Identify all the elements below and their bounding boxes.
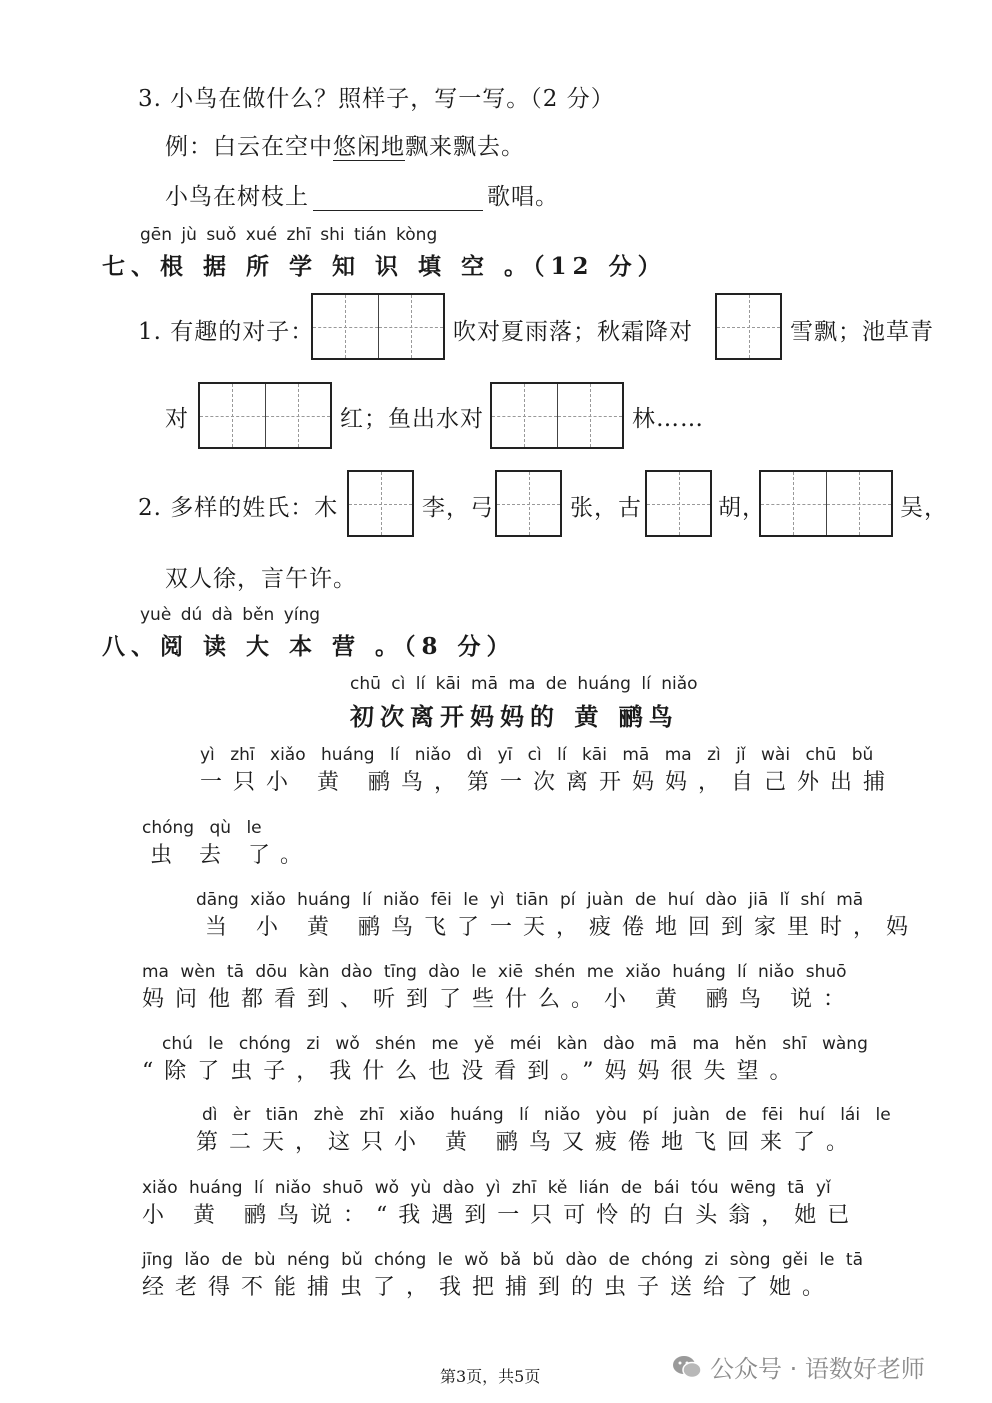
story-line-7-pinyin: xiǎo huáng lí niǎo shuō wǒ yù dào yì zhī kě lián de bái tóu wēng tā yǐ	[142, 1178, 831, 1198]
watermark-text: 公众号 · 语数好老师	[710, 1355, 925, 1383]
story-line-1: 一只小 黄 鹂鸟，第一次离开妈妈，自己外出捕	[200, 770, 896, 795]
example-prefix: 例：白云在空中	[165, 134, 333, 160]
answer-box-q1-1[interactable]	[311, 293, 445, 360]
q1-text-d: 对	[165, 406, 189, 432]
q1-text-f: 林……	[632, 406, 704, 432]
story-line-8-pinyin: jīng lǎo de bù néng bǔ chóng le wǒ bǎ bǔ dào de chóng zi sòng gěi le tā	[142, 1250, 864, 1270]
answer-box-q1-3[interactable]	[198, 382, 332, 449]
q2-text-b: 李，弓	[422, 495, 494, 521]
story-line-3-pinyin: dāng xiǎo huáng lí niǎo fēi le yì tiān pí juàn de huí dào jiā lǐ shí mā	[196, 890, 864, 910]
story-line-2-pinyin: chóng qù le	[142, 818, 262, 838]
sec7-pinyin: gēn jù suǒ xué zhī shi tián kòng	[140, 225, 438, 245]
q1-text-e: 红；鱼出水对	[340, 406, 484, 432]
answer-box-q2-4[interactable]	[759, 470, 893, 537]
story-line-1-pinyin: yì zhī xiǎo huáng lí niǎo dì yī cì lí kāi mā ma zì jǐ wài chū bǔ	[200, 745, 874, 765]
story-line-5: “除了虫子，我什么也没看到。”妈妈很失望。	[142, 1059, 803, 1084]
wechat-icon	[672, 1354, 702, 1380]
story-line-8: 经老得不能捕虫了，我把捕到的虫子送给了她。	[142, 1275, 836, 1300]
q2-text-c: 张，古	[570, 495, 642, 521]
story-line-6-pinyin: dì èr tiān zhè zhī xiǎo huáng lí niǎo yòu pí juàn de fēi huí lái le	[202, 1105, 891, 1125]
watermark	[672, 1349, 925, 1384]
q2-text-e: 吴，	[900, 495, 948, 521]
story-line-4: 妈问他都看到、听到了些什么。小 黄 鹂鸟 说：	[142, 987, 856, 1012]
q3-example	[165, 128, 525, 161]
q1-label: 1. 有趣的对子：	[138, 319, 315, 345]
q2-label: 2. 多样的姓氏：木	[138, 495, 339, 521]
q3-title: 3. 小鸟在做什么？照样子，写一写。（2 分）	[138, 86, 615, 112]
answer-box-q1-4[interactable]	[490, 382, 624, 449]
sec8-pinyin: yuè dú dà běn yíng	[140, 605, 321, 625]
q3-fill	[165, 178, 559, 211]
sec8-title: 八、阅 读 大 本 营 。（8 分）	[102, 633, 516, 660]
story-title-pinyin: chū cì lí kāi mā ma de huáng lí niǎo	[350, 674, 698, 694]
example-underlined: 悠闲地	[333, 134, 405, 160]
story-line-5-pinyin: chú le chóng zi wǒ shén me yě méi kàn dào mā ma hěn shī wàng	[162, 1034, 868, 1054]
q1-text-b: 吹对夏雨落；秋霜降对	[453, 319, 693, 345]
fill-suffix: 歌唱。	[487, 184, 559, 210]
example-suffix: 飘来飘去。	[405, 134, 525, 160]
answer-box-q2-2[interactable]	[495, 470, 562, 537]
fill-blank[interactable]	[313, 188, 483, 211]
story-line-6: 第二天，这只小 黄 鹂鸟又疲倦地飞回来了。	[196, 1130, 859, 1155]
answer-box-q2-3[interactable]	[645, 470, 712, 537]
answer-box-q2-1[interactable]	[347, 470, 414, 537]
story-line-4-pinyin: ma wèn tā dōu kàn dào tīng dào le xiē shén me xiǎo huáng lí niǎo shuō	[142, 962, 847, 982]
story-line-7: 小 黄 鹂鸟说：“我遇到一只可怜的白头翁，她已	[142, 1203, 861, 1228]
q2-text-d: 胡，	[718, 495, 766, 521]
answer-box-q1-2[interactable]	[715, 293, 782, 360]
story-line-3: 当 小 黄 鹂鸟飞了一天，疲倦地回到家里时，妈	[205, 915, 919, 940]
story-line-2: 虫 去 了。	[150, 843, 312, 868]
sec7-title: 七、根 据 所 学 知 识 填 空 。（12 分）	[102, 253, 667, 280]
page-number: 第3页，共5页	[440, 1367, 541, 1386]
fill-prefix: 小鸟在树枝上	[165, 184, 309, 210]
q1-text-c: 雪飘；池草青	[790, 319, 934, 345]
story-title: 初次离开妈妈的 黄 鹂鸟	[350, 702, 679, 731]
q2-text-f: 双人徐，言午许。	[165, 566, 357, 592]
